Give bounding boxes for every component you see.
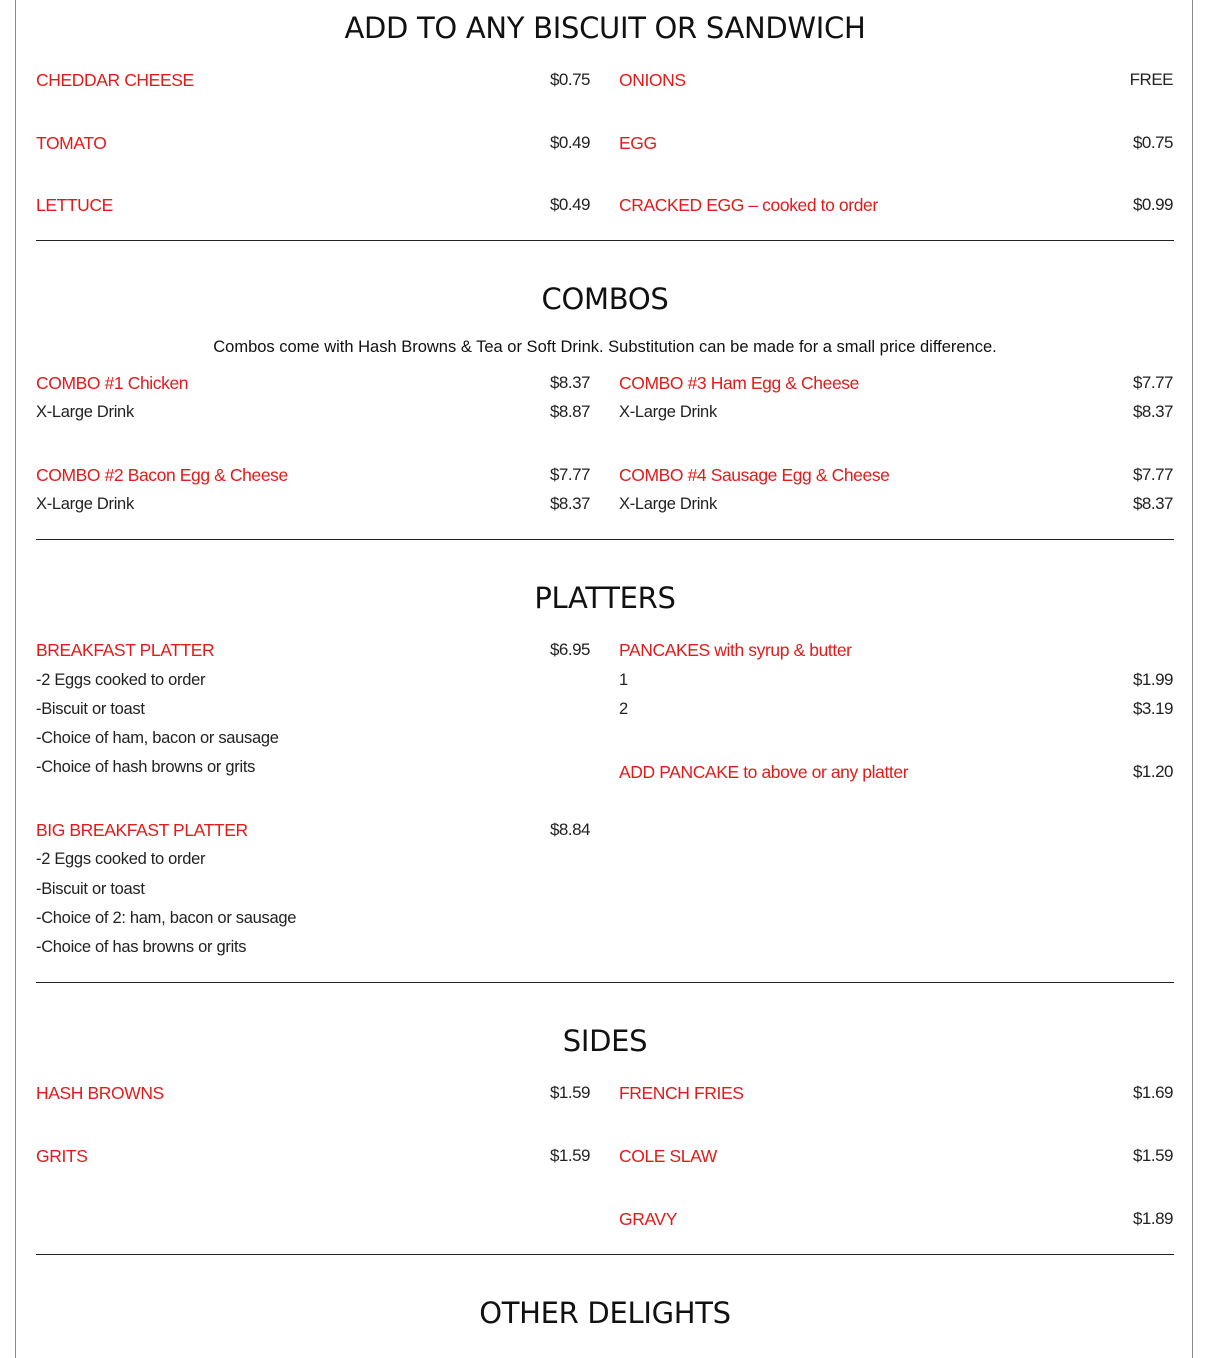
item-name: LETTUCE: [36, 195, 113, 215]
item-price: $6.95: [549, 640, 590, 659]
menu-item: [619, 638, 1173, 662]
item-name: CHEDDAR CHEESE: [36, 70, 194, 90]
item-detail: [36, 755, 590, 779]
detail-text: -Biscuit or toast: [36, 880, 145, 898]
menu-item: [36, 131, 590, 155]
item-price: $7.77: [1132, 465, 1173, 484]
menu-item-variant: [619, 400, 1173, 424]
item-name: COMBO #3 Ham Egg & Cheese: [619, 373, 859, 393]
item-detail: [36, 935, 590, 959]
variant-name: 1: [619, 671, 628, 689]
item-detail: [36, 847, 590, 871]
item-price: $0.49: [549, 195, 590, 214]
detail-text: -Choice of hash browns or grits: [36, 758, 256, 776]
item-price: $1.69: [1132, 1083, 1173, 1102]
item-name: COMBO #4 Sausage Egg & Cheese: [619, 465, 890, 485]
section-divider: [36, 539, 1174, 540]
item-price: $8.84: [549, 820, 590, 839]
item-name: TOMATO: [36, 133, 107, 153]
item-name: CRACKED EGG – cooked to order: [619, 195, 878, 215]
variant-price: $8.37: [1132, 402, 1173, 421]
item-name: HASH BROWNS: [36, 1083, 164, 1103]
variant-price: $8.37: [549, 494, 590, 513]
menu-item: [619, 1081, 1173, 1105]
item-name: GRAVY: [619, 1209, 677, 1229]
variant-name: X-Large Drink: [36, 495, 134, 513]
item-price: $0.75: [549, 70, 590, 89]
menu-item: [36, 1081, 590, 1105]
menu-item: [619, 371, 1173, 395]
detail-text: -2 Eggs cooked to order: [36, 850, 206, 868]
item-name: ONIONS: [619, 70, 686, 90]
item-price: $7.77: [1132, 373, 1173, 392]
item-name: COMBO #2 Bacon Egg & Cheese: [36, 465, 288, 485]
item-name: PANCAKES with syrup & butter: [619, 640, 852, 660]
item-name: COMBO #1 Chicken: [36, 373, 189, 393]
combos-title: COMBOS: [541, 282, 669, 316]
variant-price: $1.99: [1132, 670, 1173, 689]
item-price: $1.89: [1132, 1209, 1173, 1228]
menu-item: [619, 131, 1173, 155]
menu-item: [619, 1207, 1173, 1231]
item-name: COLE SLAW: [619, 1146, 717, 1166]
variant-price: $3.19: [1132, 699, 1173, 718]
menu-item: [36, 638, 590, 662]
platters-title: PLATTERS: [534, 581, 676, 615]
item-price: $1.20: [1132, 762, 1173, 781]
item-detail: [36, 697, 590, 721]
menu-item: [36, 193, 590, 217]
menu-item: [36, 1144, 590, 1168]
item-price: $8.37: [549, 373, 590, 392]
combos-intro: Combos come with Hash Browns & Tea or Soft Drink. Substitution can be made for a small price difference.: [213, 338, 997, 356]
variant-price: $8.87: [549, 402, 590, 421]
menu-item: [619, 193, 1173, 217]
item-name: FRENCH FRIES: [619, 1083, 744, 1103]
item-price: $0.49: [549, 133, 590, 152]
detail-text: -Choice of has browns or grits: [36, 938, 247, 956]
sides-title: SIDES: [562, 1024, 648, 1058]
variant-price: $8.37: [1132, 494, 1173, 513]
detail-text: -Choice of ham, bacon or sausage: [36, 729, 279, 747]
variant-name: X-Large Drink: [619, 403, 717, 421]
menu-item-variant: [619, 668, 1173, 692]
variant-name: X-Large Drink: [619, 495, 717, 513]
section-divider: [36, 240, 1174, 241]
section-divider: [36, 1254, 1174, 1255]
variant-name: 2: [619, 700, 628, 718]
item-price: $7.77: [549, 465, 590, 484]
detail-text: -Biscuit or toast: [36, 700, 145, 718]
menu-item-variant: [619, 697, 1173, 721]
item-name: GRITS: [36, 1146, 88, 1166]
item-detail: [36, 668, 590, 692]
item-detail: [36, 877, 590, 901]
menu-item: [36, 371, 590, 395]
other-delights-title: OTHER DELIGHTS: [479, 1296, 731, 1330]
menu-item-variant: [36, 492, 590, 516]
item-detail: [36, 726, 590, 750]
menu-item: [36, 818, 590, 842]
item-name: BIG BREAKFAST PLATTER: [36, 820, 248, 840]
menu-item: [36, 68, 590, 92]
item-price: $0.75: [1132, 133, 1173, 152]
menu-item: [619, 760, 1173, 784]
item-price: $1.59: [549, 1146, 590, 1165]
item-name: EGG: [619, 133, 657, 153]
menu-item-variant: [36, 400, 590, 424]
variant-name: X-Large Drink: [36, 403, 134, 421]
item-price: $0.99: [1132, 195, 1173, 214]
menu-item: [619, 463, 1173, 487]
detail-text: -2 Eggs cooked to order: [36, 671, 206, 689]
menu-item: [36, 463, 590, 487]
menu-item-variant: [619, 492, 1173, 516]
item-price: FREE: [1129, 70, 1173, 89]
item-price: $1.59: [549, 1083, 590, 1102]
addons-title: ADD TO ANY BISCUIT OR SANDWICH: [344, 11, 866, 45]
section-divider: [36, 982, 1174, 983]
detail-text: -Choice of 2: ham, bacon or sausage: [36, 909, 297, 927]
menu-item: [619, 1144, 1173, 1168]
item-name: ADD PANCAKE to above or any platter: [619, 762, 909, 782]
item-detail: [36, 906, 590, 930]
item-name: BREAKFAST PLATTER: [36, 640, 215, 660]
menu-item: [619, 68, 1173, 92]
item-price: $1.59: [1132, 1146, 1173, 1165]
